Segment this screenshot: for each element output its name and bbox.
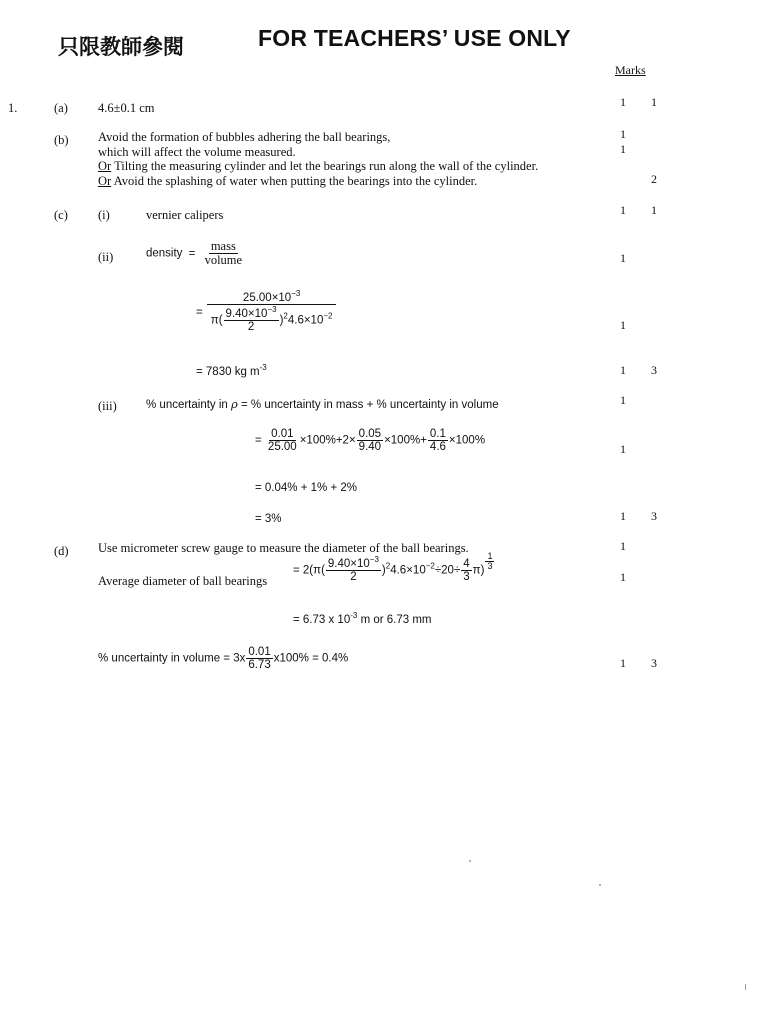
part-b-line1: Avoid the formation of bubbles adhering the ball bearings,	[98, 130, 391, 144]
length-uncertainty-fraction	[428, 428, 448, 453]
denominator: 25.00	[267, 441, 297, 454]
term-connector: ×100%+2×	[299, 434, 356, 447]
radius-denominator: 2	[350, 571, 357, 584]
mark-c-iii-3: 1	[620, 509, 626, 523]
or-word: Or	[98, 174, 112, 188]
density-result-value: = 7830 kg m	[196, 366, 260, 378]
mark-c-iii-2: 1	[620, 442, 626, 456]
radius-fraction	[224, 305, 279, 334]
mark-c-iii-4: 3	[651, 509, 657, 523]
term-connector: ×100%	[448, 434, 486, 447]
part-c-label: (c)	[54, 208, 68, 222]
chinese-header: 只限教師參閱	[58, 35, 184, 59]
equals-sign: =	[196, 306, 203, 319]
numerator: 4	[463, 558, 470, 570]
denominator: 6.73	[248, 659, 271, 672]
denominator: 3	[487, 561, 493, 572]
part-c-i-label: (i)	[98, 208, 110, 222]
part-b-line4-text: Avoid the splashing of water when putting the bearings into the cylinder.	[113, 174, 478, 188]
four-thirds-fraction	[461, 558, 471, 583]
part-b-line4	[98, 174, 477, 189]
mark-d-2: 1	[620, 570, 626, 584]
numerator: 0.01	[271, 428, 294, 440]
numerator: 0.1	[429, 428, 446, 440]
pi-open: π(	[210, 314, 223, 327]
part-b-line3-text: Tilting the measuring cylinder and let the bearings run along the wall of the cylinder.	[114, 159, 539, 173]
mass-over-volume	[203, 240, 245, 267]
radius-fraction	[326, 555, 381, 584]
mass-uncertainty-fraction	[266, 428, 299, 453]
english-header: FOR TEACHERS’ USE ONLY	[258, 25, 571, 51]
volume-uncertainty-fraction	[246, 646, 272, 671]
denominator: 9.40	[358, 441, 382, 454]
statement-prefix: % uncertainty in	[146, 399, 228, 411]
density-formula	[146, 240, 245, 267]
fraction-numerator: mass	[210, 239, 236, 253]
exponent: −2	[425, 561, 435, 571]
uncertainty-statement	[146, 397, 499, 411]
part-b-label: (b)	[54, 133, 69, 147]
uncertainty-line2: = 0.04% + 1% + 2%	[255, 482, 357, 494]
uncertainty-sum	[255, 428, 485, 453]
mark-d-1: 1	[620, 539, 626, 553]
mark-c-i-1: 1	[620, 203, 626, 217]
uncertainty-line3: = 3%	[255, 513, 282, 525]
part-b-line2: which will affect the volume measured.	[98, 145, 296, 159]
denominator: 3	[463, 571, 470, 584]
statement-suffix: = % uncertainty in mass + % uncertainty in volume	[241, 399, 499, 411]
diameter-result-value: = 6.73 x 10	[293, 614, 351, 626]
exponent: −3	[369, 555, 379, 564]
exponent: −3	[291, 289, 301, 298]
volume-uncertainty-prefix: % uncertainty in volume = 3x	[98, 652, 246, 665]
formula-prefix: = 2(π(	[293, 564, 325, 577]
fraction-denominator: volume	[204, 253, 243, 268]
volume-uncertainty	[98, 646, 348, 671]
average-diameter-formula	[293, 551, 495, 584]
or-word: Or	[98, 159, 112, 173]
mark-c-iii-1: 1	[620, 393, 626, 407]
volume-uncertainty-suffix: x100% = 0.4%	[273, 652, 349, 665]
mark-c-ii-4: 3	[651, 363, 657, 377]
average-diameter-label: Average diameter of ball bearings	[98, 574, 268, 588]
mark-a-1: 1	[620, 95, 626, 109]
cube-root-exponent	[485, 552, 494, 572]
part-c-iii-label: (iii)	[98, 399, 117, 413]
exponent: −3	[267, 305, 277, 315]
square-exponent: 2	[385, 561, 391, 571]
mass-value: 25.00×10	[242, 292, 292, 304]
mark-c-ii-3: 1	[620, 363, 626, 377]
mark-c-ii-1: 1	[620, 251, 626, 265]
mark-c-i-2: 1	[651, 203, 657, 217]
big-fraction-denominator	[209, 305, 335, 333]
scan-speck	[469, 860, 471, 862]
density-substitution	[196, 289, 337, 334]
diameter-uncertainty-fraction	[357, 428, 383, 453]
question-number: 1.	[8, 101, 18, 115]
part-c-i-answer: vernier calipers	[146, 208, 224, 222]
mark-b-3: 2	[651, 172, 657, 186]
paren-close: )	[279, 314, 284, 327]
paren-close: )	[381, 564, 386, 577]
numerator: 0.05	[358, 428, 382, 440]
radius-denominator: 2	[247, 321, 255, 334]
density-big-fraction	[207, 289, 336, 334]
square-exponent: 2	[283, 311, 288, 321]
diameter-value: 9.40×10	[225, 308, 268, 321]
mark-c-ii-2: 1	[620, 318, 626, 332]
rho-symbol: ρ	[231, 397, 238, 411]
mark-a-2: 1	[651, 95, 657, 109]
mark-b-1: 1	[620, 127, 626, 141]
length-value: 4.6×10	[390, 564, 426, 577]
part-d-label: (d)	[54, 544, 69, 558]
part-a-answer: 4.6±0.1 cm	[98, 101, 155, 115]
part-a-label: (a)	[54, 101, 68, 115]
term-connector: ×100%+	[384, 434, 427, 447]
radius-numerator	[224, 305, 279, 321]
radius-numerator	[326, 555, 381, 571]
exponent: −2	[323, 311, 333, 321]
exponent: -3	[350, 611, 358, 620]
density-result	[196, 363, 267, 378]
big-fraction-numerator	[207, 289, 336, 305]
diameter-value: 9.40×10	[327, 558, 370, 570]
marks-heading: Marks	[615, 63, 646, 77]
diameter-result-unit: m or 6.73 mm	[360, 614, 432, 626]
part-d-line1: Use micrometer screw gauge to measure the diameter of the ball bearings.	[98, 541, 469, 555]
numerator: 0.01	[248, 646, 271, 658]
divide-by-20: ÷20÷	[434, 564, 461, 577]
exponent: -3	[259, 363, 267, 372]
part-c-ii-label: (ii)	[98, 250, 114, 264]
mark-b-2: 1	[620, 142, 626, 156]
diameter-result	[293, 611, 432, 626]
length-value: 4.6×10	[287, 314, 324, 327]
scan-speck	[599, 884, 601, 886]
equals-sign: =	[188, 247, 196, 260]
density-word: density	[146, 247, 183, 260]
part-b-line3	[98, 159, 538, 174]
denominator: 4.6	[429, 441, 446, 454]
mark-d-4: 3	[651, 656, 657, 670]
equals-sign: =	[255, 434, 262, 447]
pi-close: π)	[472, 564, 485, 577]
mark-d-3: 1	[620, 656, 626, 670]
scan-speck	[745, 984, 746, 990]
numerator: 1	[487, 551, 493, 561]
